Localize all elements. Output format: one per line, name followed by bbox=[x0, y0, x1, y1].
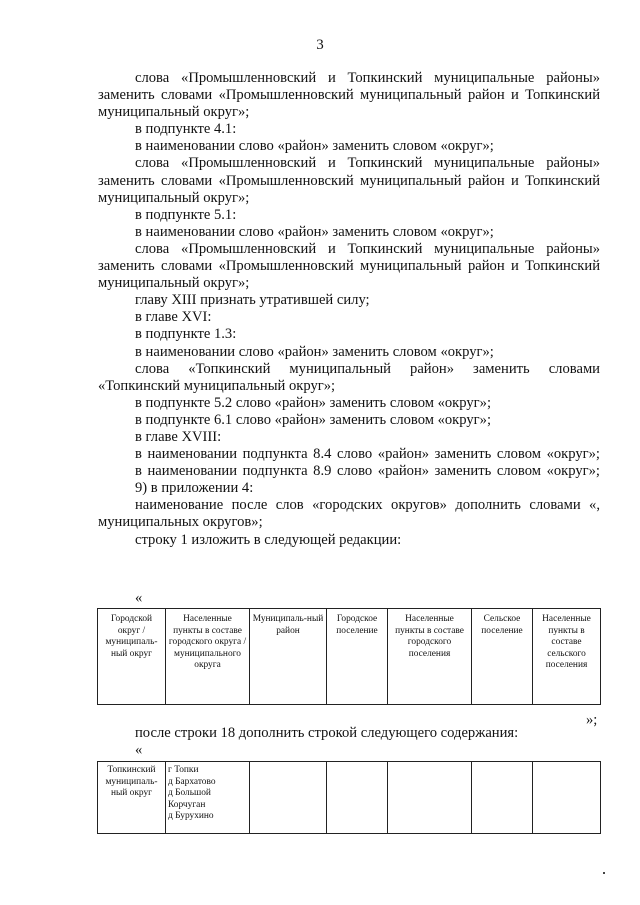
paragraph: слова «Промышленновский и Топкинский муниципальные районы» заменить словами «Промышленновский муниципальный район и Топкинский муниципальный округ»; bbox=[98, 155, 600, 206]
paragraph: в главе XVIII: bbox=[135, 428, 222, 445]
paragraph: слова «Промышленновский и Топкинский муниципальные районы» заменить словами «Промышленновский муниципальный район и Топкинский муниципальный округ»; bbox=[98, 70, 600, 121]
settlements-table-row bbox=[97, 761, 601, 834]
settlements-table-header bbox=[97, 608, 601, 705]
paragraph: главу XIII признать утратившей силу; bbox=[135, 292, 370, 309]
settlement-item: д Большой Корчуган bbox=[168, 788, 211, 810]
header-cell-district: Городской округ / муниципаль-ный округ bbox=[98, 609, 166, 705]
row-cell-empty bbox=[250, 762, 327, 834]
paragraph: строку 1 изложить в следующей редакции: bbox=[135, 531, 402, 548]
header-cell-rural-settlement: Сельское поселение bbox=[472, 609, 533, 705]
paragraph: наименование после слов «городских округов» дополнить словами «, муниципальных округов»; bbox=[98, 497, 600, 531]
paragraph: в главе XVI: bbox=[135, 309, 212, 326]
paragraph: в наименовании подпункта 8.9 слово «район» заменить словом «округ»; bbox=[135, 463, 600, 480]
paragraph: в подпункте 6.1 слово «район» заменить словом «округ»; bbox=[135, 411, 492, 428]
header-cell-urban-settlement-places: Населенные пункты в составе городского поселения bbox=[388, 609, 472, 705]
settlement-item: д Бархатово bbox=[168, 776, 216, 787]
paragraph: в подпункте 5.2 слово «район» заменить словом «округ»; bbox=[135, 394, 492, 411]
header-cell-municipal-area: Муниципаль-ный район bbox=[250, 609, 327, 705]
scan-speck bbox=[603, 872, 605, 874]
paragraph: после строки 18 дополнить строкой следующего содержания: bbox=[135, 725, 519, 741]
header-cell-rural-settlement-places: Населенные пункты в составе сельского поселения bbox=[533, 609, 601, 705]
opening-quote: « bbox=[135, 742, 143, 758]
row-cell-empty bbox=[533, 762, 601, 834]
paragraph: 9) в приложении 4: bbox=[135, 480, 254, 497]
paragraph: в подпункте 5.1: bbox=[135, 206, 237, 223]
document-body bbox=[98, 70, 600, 549]
row-cell-district: Топкинский муниципаль-ный округ bbox=[98, 762, 166, 834]
paragraph: в наименовании подпункта 8.4 слово «район» заменить словом «округ»; bbox=[135, 446, 600, 463]
header-cell-district-settlements: Населенные пункты в составе городского округа / муниципального округа bbox=[166, 609, 250, 705]
row-cell-empty bbox=[472, 762, 533, 834]
paragraph: в наименовании слово «район» заменить словом «округ»; bbox=[135, 223, 494, 240]
paragraph: в наименовании слово «район» заменить словом «округ»; bbox=[135, 343, 494, 360]
closing-quote: »; bbox=[586, 712, 598, 728]
row-cell-empty bbox=[388, 762, 472, 834]
row-cell-empty bbox=[327, 762, 388, 834]
paragraph: в подпункте 4.1: bbox=[135, 121, 237, 138]
opening-quote: « bbox=[135, 590, 143, 606]
settlement-item: г Топки bbox=[168, 765, 199, 775]
header-cell-urban-settlement: Городское поселение bbox=[327, 609, 388, 705]
paragraph: слова «Топкинский муниципальный район» заменить словами «Топкинский муниципальный округ»; bbox=[98, 360, 600, 394]
paragraph: в подпункте 1.3: bbox=[135, 326, 237, 343]
after-table-paragraph bbox=[135, 725, 600, 759]
paragraph: в наименовании слово «район» заменить словом «округ»; bbox=[135, 138, 494, 155]
settlement-item: д Бурухино bbox=[168, 811, 214, 822]
row-cell-settlements bbox=[166, 762, 250, 834]
paragraph: слова «Промышленновский и Топкинский муниципальные районы» заменить словами «Промышленновский муниципальный район и Топкинский муниципальный округ»; bbox=[98, 240, 600, 292]
page-number: 3 bbox=[316, 37, 324, 53]
